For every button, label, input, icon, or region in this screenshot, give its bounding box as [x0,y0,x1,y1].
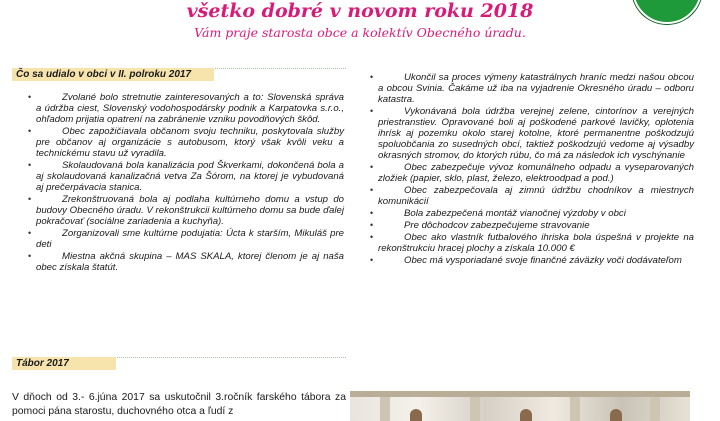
list-item-text: Pre dôchodcov zabezpečujeme stravovanie [404,220,590,231]
section-header-events: Čo sa udialo v obci v II. polroku 2017 [12,68,214,81]
events-list-left [28,92,344,274]
list-item [370,220,694,231]
list-item [28,92,344,125]
list-item [370,208,694,219]
list-item-text: Obec zabezpečovala aj zimnú údržbu chodníkov a miestnych komunikácií [378,185,694,207]
list-item-text: Obec zapožičiavala občanom svoju techniku, poskytovala služby pre občanov aj organizácie s autobusom, ktorý však kvôli veku a technickému stavu už vyradila. [36,126,344,159]
list-item [370,72,694,105]
list-item-text: Ukončil sa proces výmeny katastrálnych hraníc medzi našou obcou a obcou Svinia. Čakáme už iba na vyjadrenie Okresného úradu – odboru katastra. [378,72,694,105]
list-item-text: Vykonávaná bola údržba verejnej zelene, cintorínov a verejných priestranstiev. Opravované boli aj poškodené parkové lavičky, oplotenia ihrísk aj pozemku okolo starej kotolne, ktoré permanentne poškodzujú spoluobčania zo susedných obcí, taktiež poškodzujú vedome aj výsadby okrasných stromov, do ktorých rúbu, čo má za následok ich vyschýnanie [378,106,694,161]
bullet-icon: • [28,251,32,261]
bullet-icon: • [370,255,374,265]
list-item-text: Skolaudovaná bola kanalizácia pod Škverkami, dokončená bola a aj skolaudovaná kanalizačná vetva Za Šórom, na ktorej je vybudovaná aj prečerpávacia stanica. [36,160,344,193]
list-item [370,106,694,161]
green-logo-circle [632,0,702,24]
list-item [28,126,344,159]
events-list-right [370,72,694,267]
list-item-text: Zorganizovali sme kultúrne podujatia: Úcta k starším, Mikuláš pre deti [36,228,344,250]
bullet-icon: • [370,106,374,116]
camp-photo [350,391,690,421]
bullet-icon: • [28,194,32,204]
list-item-text: Bola zabezpečená montáž vianočnej výzdoby v obci [404,208,626,219]
bullet-icon: • [370,185,374,195]
list-item [28,160,344,193]
list-item-text: Zvolané bolo stretnutie zainteresovaných a to: Slovenská správa a údržba ciest, Slovenský vodohospodársky podnik a Karpatovka s.r.o., ohľadom prijatia opatrení na zabránenie vzniku povodňových škôd. [36,92,344,125]
list-item-text: Miestna akčná skupina – MAS SKALA, ktorej členom je aj naša obec získala štatút. [36,251,344,273]
bullet-icon: • [28,160,32,170]
bullet-icon: • [370,208,374,218]
list-item [370,185,694,207]
bullet-icon: • [370,220,374,230]
bullet-icon: • [370,72,374,82]
list-item-text: Obec ako vlastník futbalového ihriska bola úspešná v projekte na rekonštrukciu hracej plochy a získala 10.000 € [378,232,694,254]
list-item [370,162,694,184]
greeting-subtitle: Vám praje starosta obce a kolektív Obecného úradu. [194,25,526,40]
bullet-icon: • [28,126,32,136]
list-item [28,228,344,250]
list-item-text: Obec má vysporiadané svoje finančné záväzky voči dodávateľom [404,255,682,266]
list-item [370,232,694,254]
bullet-icon: • [370,232,374,242]
bullet-icon: • [28,92,32,102]
list-item [28,194,344,227]
list-item-text: Zrekonštruovaná bola aj podlaha kultúrneho domu a vstup do budovy Obecného úradu. V rekonštrukcii kultúrneho domu sa bude ďalej pokračovať (sociálne zariadenia a kuchyňa). [36,194,344,227]
section-header-camp: Tábor 2017 [12,357,116,370]
camp-paragraph: V dňoch od 3.- 6.júna 2017 sa uskutočnil 3.ročník farského tábora za pomoci pána starostu, duchovného otca a ľudí z [12,392,346,417]
bullet-icon: • [28,228,32,238]
list-item [370,255,694,266]
list-item-text: Obec zabezpečuje vývoz komunálneho odpadu a vyseparovaných zložiek (papier, sklo, plast, železo, elektroodpad a pod.) [378,162,694,184]
greeting-title: všetko dobré v novom roku 2018 [186,0,534,22]
bullet-icon: • [370,162,374,172]
list-item [28,251,344,273]
